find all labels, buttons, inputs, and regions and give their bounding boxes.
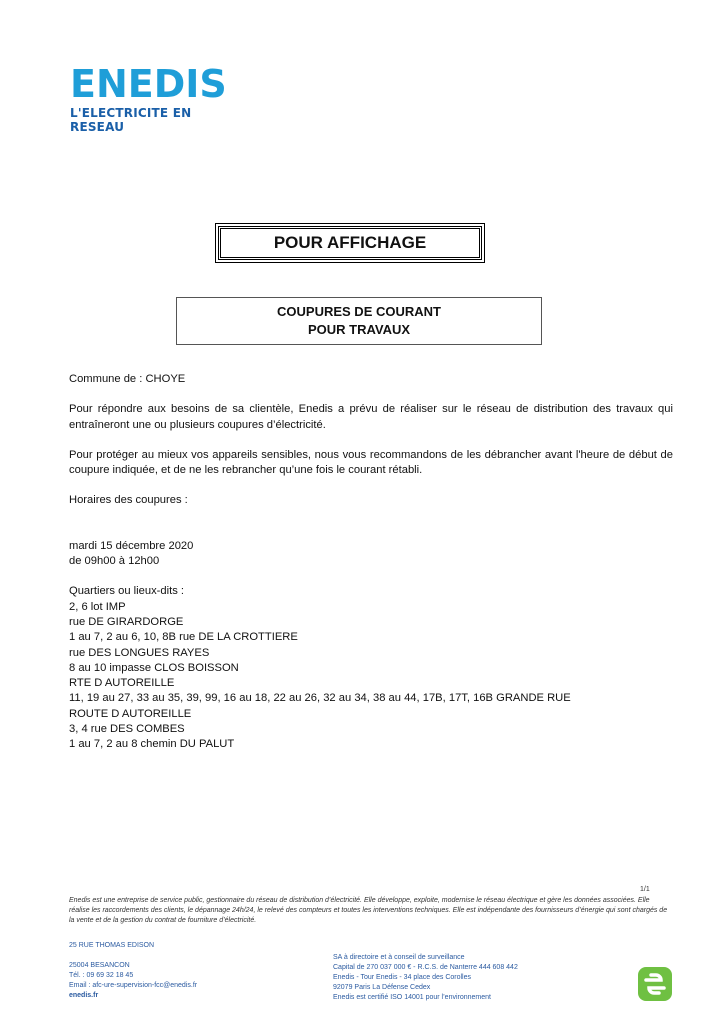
logo-wordmark xyxy=(70,64,240,104)
footer-phone: Tél. : 09 69 32 18 45 xyxy=(69,972,134,979)
place-item: 3, 4 rue DES COMBES xyxy=(69,723,185,736)
schedule-label: Horaires des coupures : xyxy=(69,494,188,507)
place-item: 1 au 7, 2 au 8 chemin DU PALUT xyxy=(69,738,235,751)
page-title: POUR AFFICHAGE xyxy=(273,233,427,252)
footer-address-1: 25 RUE THOMAS EDISON xyxy=(69,942,155,949)
logo-tagline: L'ELECTRICITE EN RESEAU xyxy=(70,106,192,134)
place-item: ROUTE D AUTOREILLE xyxy=(69,707,192,720)
place-item: 8 au 10 impasse CLOS BOISSON xyxy=(69,661,239,674)
footer-address-2: 25004 BESANCON xyxy=(69,962,130,969)
footer-contact xyxy=(69,941,319,1001)
paragraph-2: Pour protéger au mieux vos appareils sensibles, nous vous recommandons de les débrancher avant l'heure de début de coupure indiquée, et de ne les rebrancher qu’une fois le courant rétabli. xyxy=(69,448,673,477)
legal-line: Capital de 270 037 000 € - R.C.S. de Nanterre 444 608 442 xyxy=(333,964,518,971)
logo-brand: ENEDIS xyxy=(70,62,227,106)
places-label: Quartiers ou lieux-dits : xyxy=(69,585,185,598)
enedis-logo xyxy=(70,64,240,134)
footer-website[interactable]: enedis.fr xyxy=(69,992,99,999)
footer-legal xyxy=(333,953,623,1003)
legal-line: 92079 Paris La Défense Cedex xyxy=(333,984,431,991)
paragraph-1: Pour répondre aux besoins de sa clientèle, Enedis a prévu de réaliser sur le réseau de distribution des travaux qui entraîneront une ou plusieurs coupures d’électricité. xyxy=(69,403,673,431)
outage-date: mardi 15 décembre 2020 xyxy=(69,539,194,552)
outage-time: de 09h00 à 12h00 xyxy=(69,555,160,568)
notice-line-2: POUR TRAVAUX xyxy=(307,322,411,337)
notice-line-1: COUPURES DE COURANT xyxy=(277,304,441,319)
place-item: RTE D AUTOREILLE xyxy=(69,677,175,690)
commune: Commune de : CHOYE xyxy=(69,373,186,385)
place-item: rue DES LONGUES RAYES xyxy=(69,646,210,659)
footer-email[interactable]: Email : afc-ure-supervision-fcc@enedis.fr xyxy=(69,982,198,989)
enedis-emblem-icon xyxy=(637,966,673,1002)
legal-line: SA à directoire et à conseil de surveillance xyxy=(333,954,465,961)
notice-box xyxy=(176,297,542,345)
notice-body xyxy=(69,372,673,753)
footer-description: Enedis est une entreprise de service public, gestionnaire du réseau de distribution d’électricité. Elle développe, exploite, modernise le réseau électrique et gère les données associées. Elle réalise les raccordements des clients, le dépannage 24h/24, le relevé des compteurs et toutes les interventions techniques. Elle est indépendante des fournisseurs d’énergie qui sont chargés de la vente et de la gestion du contrat de fourniture d’électricité. xyxy=(69,897,668,924)
legal-line: Enedis est certifié ISO 14001 pour l’environnement xyxy=(333,994,491,1001)
place-item: rue DE GIRARDORGE xyxy=(69,615,184,628)
place-item: 1 au 7, 2 au 6, 10, 8B rue DE LA CROTTIERE xyxy=(69,631,298,644)
title-box xyxy=(218,226,482,260)
place-item: 2, 6 lot IMP xyxy=(69,600,126,613)
place-item: 11, 19 au 27, 33 au 35, 39, 99, 16 au 18, 22 au 26, 32 au 34, 38 au 44, 17B, 17T, 16B GRANDE RUE xyxy=(69,692,571,705)
legal-line: Enedis - Tour Enedis - 34 place des Corolles xyxy=(333,974,472,981)
page-number: 1/1 xyxy=(640,886,650,893)
